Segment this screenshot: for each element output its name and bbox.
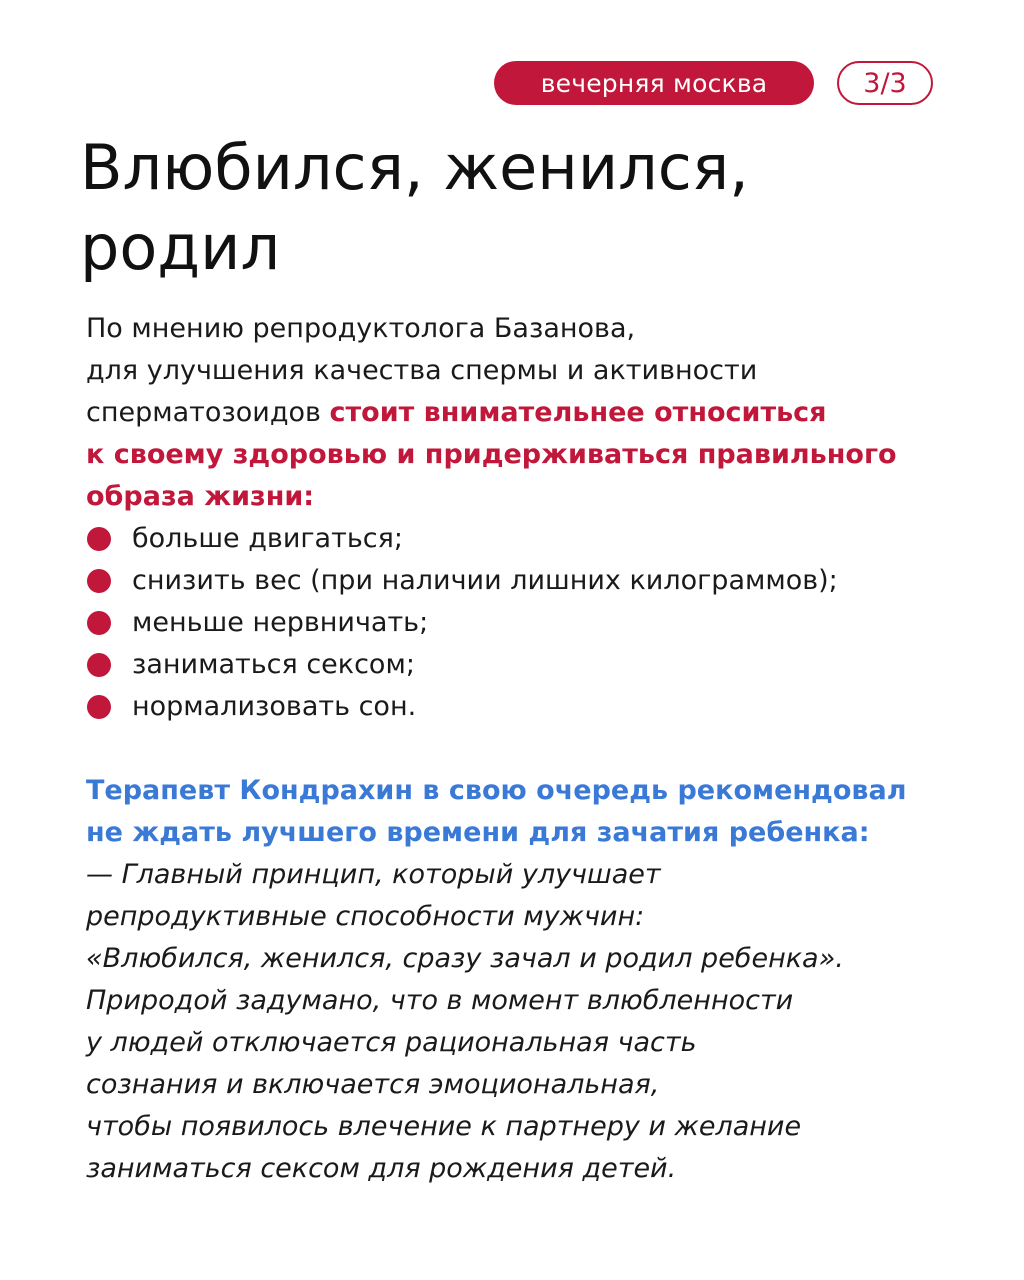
list-item-text: заниматься сексом; <box>132 649 415 680</box>
list-item <box>86 518 986 560</box>
quote-line: сознания и включается эмоциональная, <box>86 1069 660 1100</box>
page-counter-text: 3/3 <box>863 67 907 99</box>
bullet-dot-icon <box>87 653 111 677</box>
page-title <box>80 128 980 288</box>
intro-highlight-2: к своему здоровью и придерживаться правильного <box>86 439 897 470</box>
intro-highlight-3: образа жизни: <box>86 481 315 512</box>
bullet-dot-icon <box>87 527 111 551</box>
intro-line-2: для улучшения качества спермы и активности <box>86 355 758 386</box>
therapist-lead <box>86 770 986 854</box>
recommendation-list <box>86 518 986 728</box>
article-body <box>86 308 986 1190</box>
quote-line: чтобы появилось влечение к партнеру и желание <box>86 1111 802 1142</box>
bullet-dot-icon <box>87 695 111 719</box>
intro-line-1: По мнению репродуктолога Базанова, <box>86 313 636 344</box>
list-item-text: меньше нервничать; <box>132 607 429 638</box>
quote-line: репродуктивные способности мужчин: <box>86 901 645 932</box>
intro-line-3: сперматозоидов <box>86 397 330 428</box>
quote-line: — Главный принцип, который улучшает <box>86 859 661 890</box>
list-item <box>86 560 986 602</box>
quote-line: у людей отключается рациональная часть <box>86 1027 697 1058</box>
quote-line: заниматься сексом для рождения детей. <box>86 1153 677 1184</box>
list-item-text: больше двигаться; <box>132 523 403 554</box>
title-line-2: родил <box>80 211 281 284</box>
page-counter <box>837 61 933 105</box>
list-item-text: нормализовать сон. <box>132 691 417 722</box>
intro-paragraph <box>86 308 986 518</box>
brand-badge <box>494 61 814 105</box>
brand-name: вечерняя москва <box>540 68 768 98</box>
therapist-quote <box>86 854 986 1190</box>
list-item <box>86 686 986 728</box>
title-line-1: Влюбился, женился, <box>80 131 749 204</box>
quote-line: Природой задумано, что в момент влюбленности <box>86 985 794 1016</box>
intro-highlight-1: стоит внимательнее относиться <box>329 397 827 428</box>
quote-line: «Влюбился, женился, сразу зачал и родил ребенка». <box>86 943 844 974</box>
list-item <box>86 602 986 644</box>
bullet-dot-icon <box>87 569 111 593</box>
list-item-text: снизить вес (при наличии лишних килограммов); <box>132 565 838 596</box>
therapist-lead-line-2: не ждать лучшего времени для зачатия ребенка: <box>86 817 870 848</box>
therapist-lead-line-1: Терапевт Кондрахин в свою очередь рекомендовал <box>86 775 907 806</box>
bullet-dot-icon <box>87 611 111 635</box>
list-item <box>86 644 986 686</box>
